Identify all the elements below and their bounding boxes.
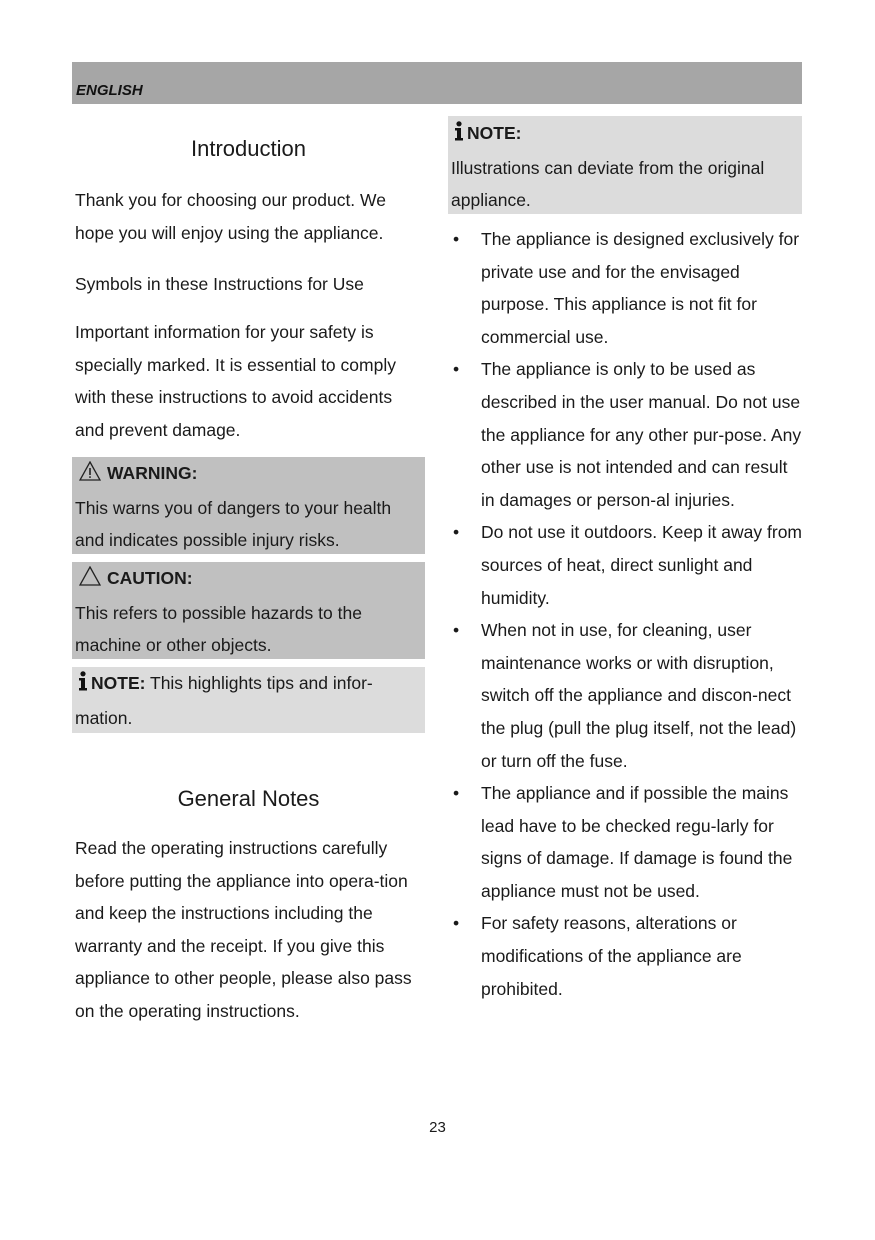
general-notes-text: Read the operating instructions carefully before putting the appliance into opera-tion and keep the instructions including the warranty and the receipt. If you give this appliance to other people, please also pass on the operating instructions. [75,838,412,1021]
header-bar [72,62,802,104]
general-notes-heading: General Notes [177,786,320,811]
info-icon [454,119,464,152]
bullet-icon: • [453,522,460,543]
caution-icon [79,564,101,597]
note-label: NOTE: [91,673,146,693]
note-text: This highlights tips and infor-mation. [75,673,373,728]
bullet-icon: • [453,229,460,249]
bullet-icon: • [453,783,460,804]
list-item [448,353,802,516]
symbols-title: Symbols in these Instructions for Use [75,274,364,294]
illustration-note-box [448,116,802,214]
introduction-heading: Introduction [191,136,306,161]
note-box [72,667,425,733]
caution-box [72,562,425,659]
warning-box [72,457,425,554]
list-item [448,614,802,777]
list-item [448,223,802,353]
introduction-text: Thank you for choosing our product. We hope you will enjoy using the appliance. [75,190,386,243]
list-item-text: When not in use, for cleaning, user maintenance works or with disruption, switch off the appliance and discon-nect the plug (pull the plug itself, not the lead) or turn off the fuse. [481,620,797,771]
list-item [448,907,802,1005]
bullet-icon: • [453,620,460,641]
list-item-text: Do not use it outdoors. Keep it away from sources of heat, direct sunlight and humidity. [481,522,802,608]
language-label: ENGLISH [76,82,143,99]
warning-text: This warns you of dangers to your health and indicates possible injury risks. [75,497,392,550]
warning-icon [79,459,101,492]
page-number: 23 [429,1119,446,1136]
warning-label: WARNING: [107,463,198,483]
list-item-text: The appliance is designed exclusively for private use and for the envisaged purpose. This appliance is not fit for commercial use. [481,229,800,347]
list-item [448,777,802,907]
list-item [448,516,802,614]
bullet-icon: • [453,359,460,380]
list-item-text: The appliance and if possible the mains lead have to be checked regu-larly for signs of damage. If damage is found the appliance must not be used. [481,783,793,901]
info-icon [78,669,88,702]
important-text: Important information for your safety is specially marked. It is essential to comply with these instructions to avoid accidents and prevent damage. [75,322,396,440]
illustration-note-text: Illustrations can deviate from the original appliance. [451,157,765,210]
bullet-icon: • [453,913,460,934]
caution-text: This refers to possible hazards to the machine or other objects. [75,602,362,655]
list-item-text: For safety reasons, alterations or modifications of the appliance are prohibited. [481,913,742,999]
illustration-note-label: NOTE: [467,123,522,143]
list-item-text: The appliance is only to be used as described in the user manual. Do not use the appliance for any other pur-pose. Any other use is not intended and can result in damages or person-al injuries. [481,359,802,510]
caution-label: CAUTION: [107,568,193,588]
safety-bullet-list [448,223,802,1005]
